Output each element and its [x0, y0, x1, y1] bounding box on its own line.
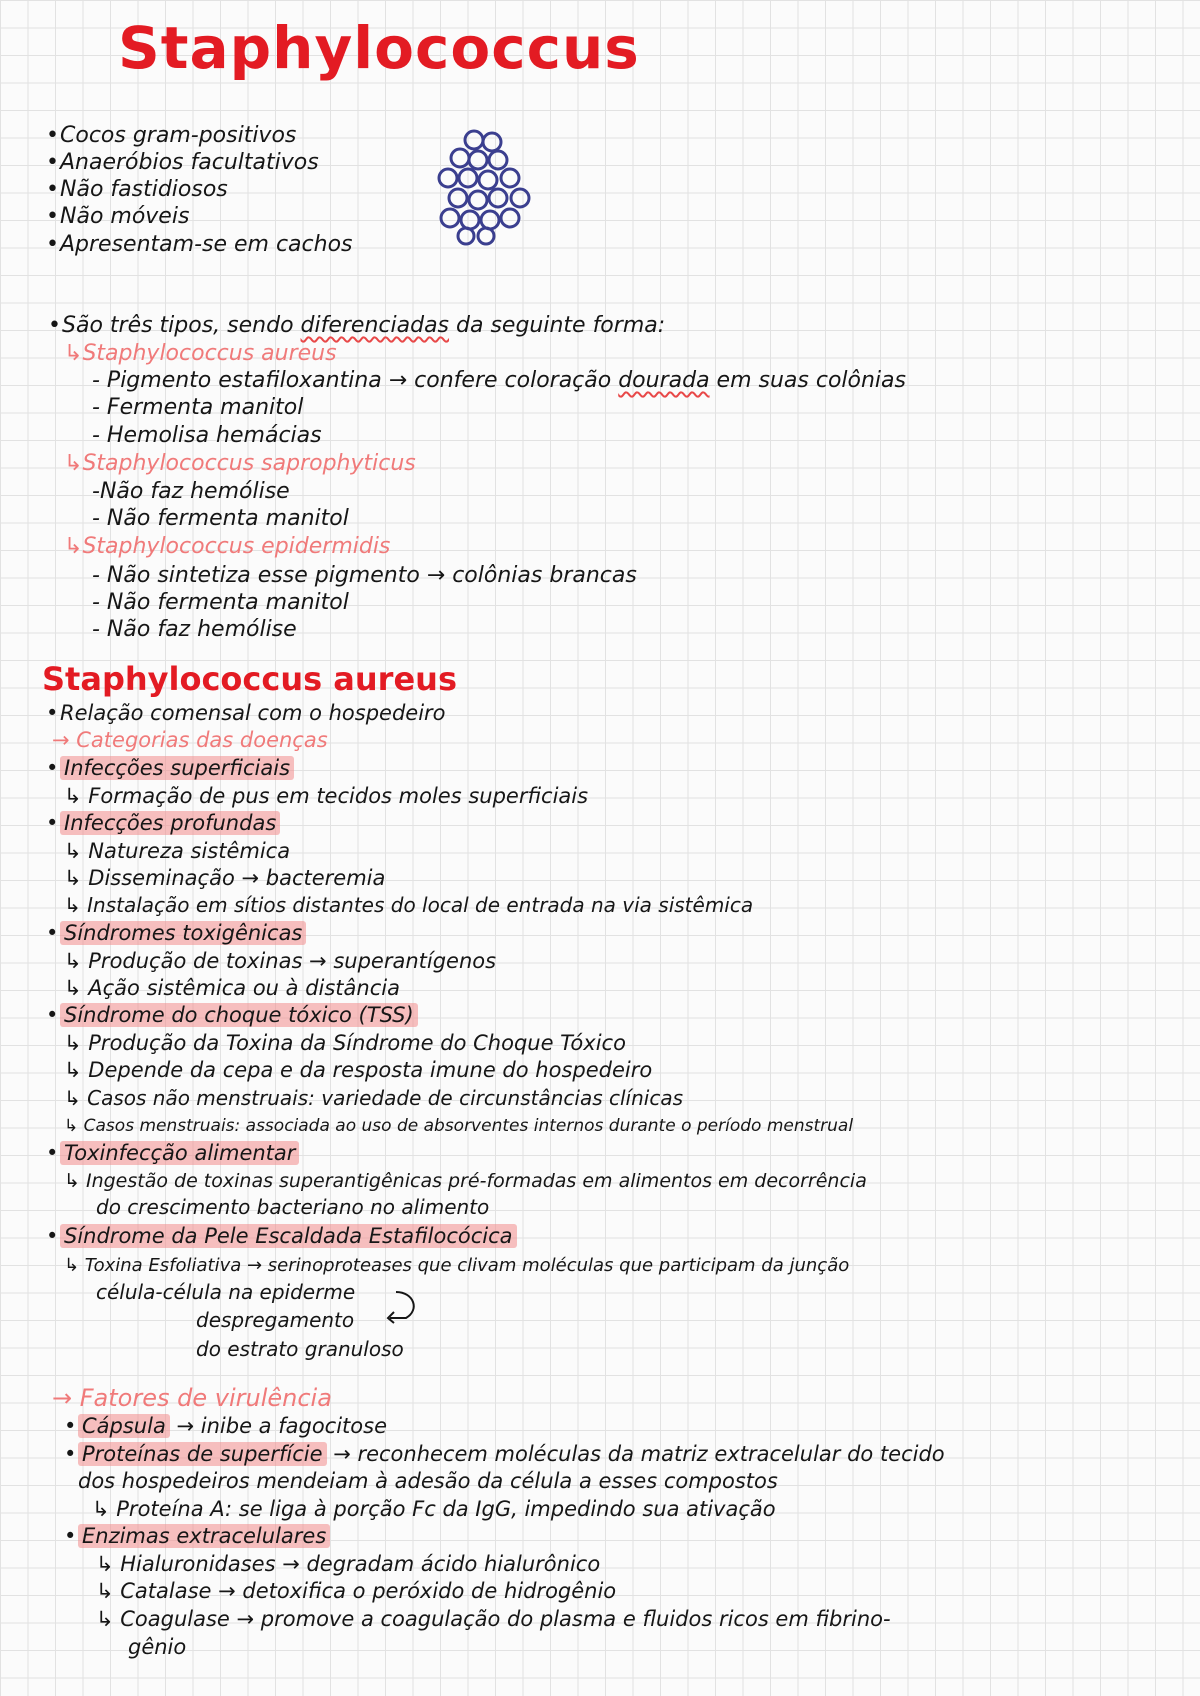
category-item: ↳ Disseminação → bacteremia: [64, 866, 386, 890]
type-epidermidis-item: - Não faz hemólise: [92, 617, 297, 642]
category-deep: • Infecções profundas: [46, 810, 280, 837]
virulence-item: ↳ Coagulase → promove a coagulação do plasma e fluidos ricos em fibrino-: [96, 1607, 891, 1631]
virulence-label: → Fatores de virulência: [52, 1384, 332, 1412]
category-item: ↳ Formação de pus em tecidos moles superficiais: [64, 784, 589, 808]
intro-item: •Cocos gram-positivos: [46, 123, 297, 148]
type-aureus-item: - Pigmento estafiloxantina → confere coloração dourada em suas colônias: [92, 368, 906, 393]
virulence-surface-proteins: • Proteínas de superfície → reconhecem moléculas da matriz extracelular do tecido: [64, 1442, 945, 1466]
intro-item: •Não fastidiosos: [46, 177, 228, 202]
virulence-enzymes: • Enzimas extracelulares: [64, 1523, 330, 1550]
category-toxigenic: • Síndromes toxigênicas: [46, 920, 306, 947]
type-aureus-item: - Fermenta manitol: [92, 395, 304, 420]
category-item: ↳ Ação sistêmica ou à distância: [64, 976, 400, 1000]
category-item: do crescimento bacteriano no alimento: [96, 1195, 490, 1219]
category-item: ↳ Depende da cepa e da resposta imune do hospedeiro: [64, 1058, 653, 1082]
virulence-item: gênio: [128, 1635, 187, 1659]
intro-item: •Apresentam-se em cachos: [46, 232, 353, 257]
type-aureus-item: - Hemolisa hemácias: [92, 423, 322, 448]
category-superficial: • Infecções superficiais: [46, 755, 294, 782]
category-tss: • Síndrome do choque tóxico (TSS): [46, 1002, 418, 1029]
type-saprophyticus-item: - Não fermenta manitol: [92, 506, 349, 531]
category-item: despregamento: [196, 1308, 355, 1332]
type-saprophyticus-name: ↳Staphylococcus saprophyticus: [64, 451, 416, 476]
category-item: do estrato granuloso: [196, 1337, 404, 1361]
category-item: ↳ Produção de toxinas → superantígenos: [64, 949, 497, 973]
curved-arrow-icon: [380, 1288, 440, 1328]
page-title: Staphylococcus: [118, 14, 640, 82]
category-ssss: • Síndrome da Pele Escaldada Estafilocócica: [46, 1223, 517, 1250]
category-item: ↳ Toxina Esfoliativa → serinoproteases que clivam moléculas que participam da junção: [64, 1255, 850, 1276]
category-item: ↳ Casos não menstruais: variedade de circunstâncias clínicas: [64, 1086, 684, 1110]
virulence-item: ↳ Hialuronidases → degradam ácido hialurônico: [96, 1552, 601, 1576]
relation-line: •Relação comensal com o hospedeiro: [46, 701, 446, 725]
categories-label: → Categorias das doenças: [52, 728, 328, 752]
types-intro: •São três tipos, sendo diferenciadas da seguinte forma:: [48, 313, 666, 338]
staphylococcus-cluster-icon: [436, 128, 544, 246]
type-saprophyticus-item: -Não faz hemólise: [92, 479, 290, 504]
category-item: ↳ Ingestão de toxinas superantigênicas pré-formadas em alimentos em decorrência: [64, 1170, 867, 1192]
virulence-capsule: • Cápsula → inibe a fagocitose: [64, 1414, 387, 1438]
category-item: ↳ Produção da Toxina da Síndrome do Choque Tóxico: [64, 1031, 626, 1055]
type-epidermidis-name: ↳Staphylococcus epidermidis: [64, 534, 391, 559]
virulence-item: dos hospedeiros mendeiam à adesão da célula a esses compostos: [78, 1469, 778, 1493]
intro-item: •Não móveis: [46, 204, 190, 229]
type-epidermidis-item: - Não fermenta manitol: [92, 590, 349, 615]
section-title: Staphylococcus aureus: [42, 660, 457, 698]
type-aureus-name: ↳Staphylococcus aureus: [64, 341, 337, 366]
category-item: ↳ Casos menstruais: associada ao uso de absorventes internos durante o período menstrual: [64, 1116, 854, 1136]
type-epidermidis-item: - Não sintetiza esse pigmento → colônias brancas: [92, 563, 637, 588]
category-item: ↳ Natureza sistêmica: [64, 839, 291, 863]
virulence-item: ↳ Proteína A: se liga à porção Fc da IgG, impedindo sua ativação: [92, 1497, 776, 1521]
category-item: ↳ Instalação em sítios distantes do local de entrada na via sistêmica: [64, 893, 754, 917]
virulence-item: ↳ Catalase → detoxifica o peróxido de hidrogênio: [96, 1579, 617, 1603]
intro-item: •Anaeróbios facultativos: [46, 150, 319, 175]
category-item: célula-célula na epiderme: [96, 1280, 356, 1304]
category-food: • Toxinfecção alimentar: [46, 1140, 299, 1167]
